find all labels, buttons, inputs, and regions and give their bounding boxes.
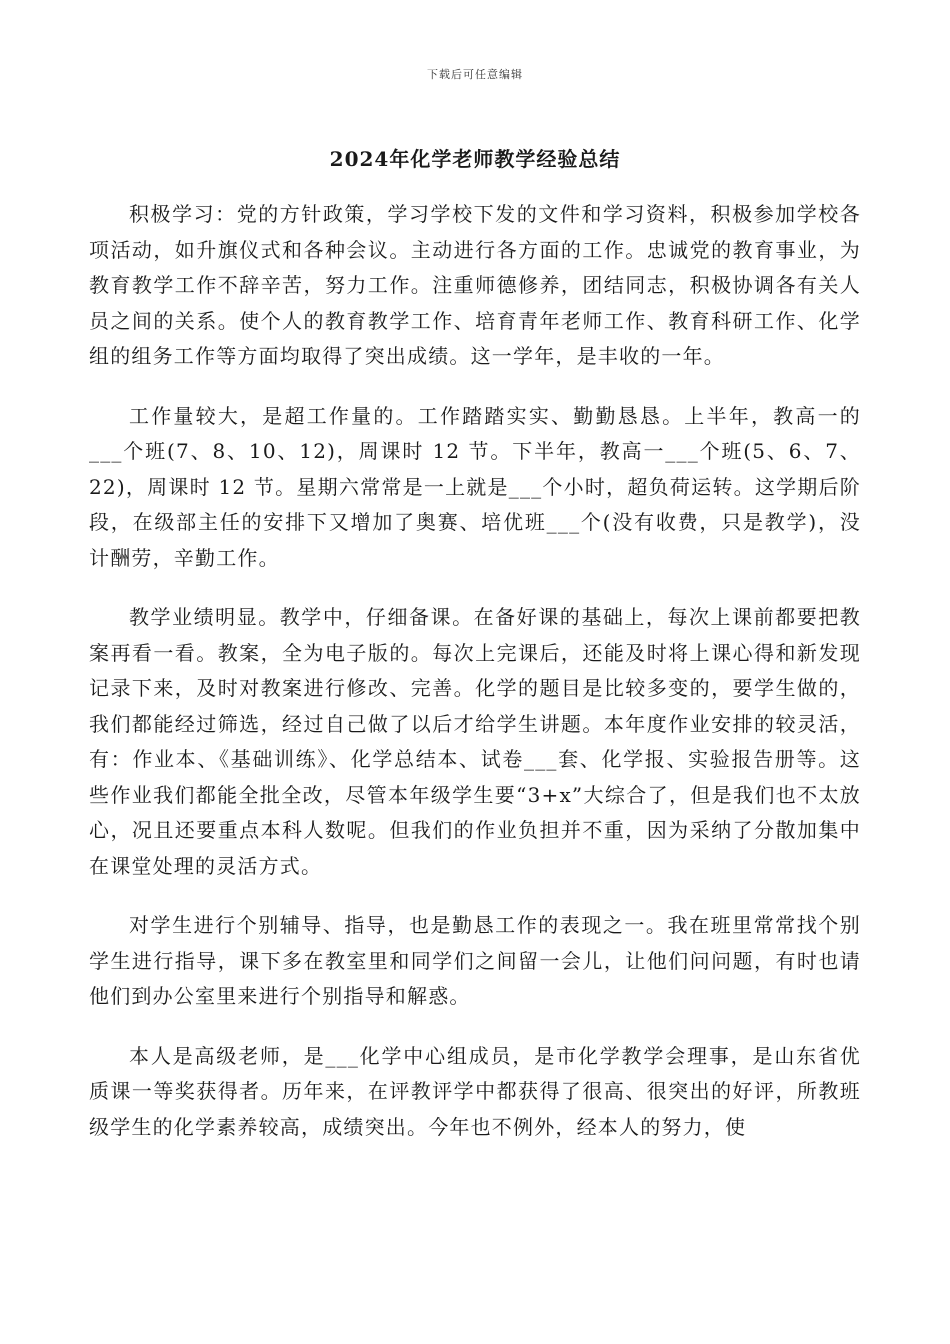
paragraph-study: 积极学习：党的方针政策，学习学校下发的文件和学习资料，积极参加学校各项活动，如升旗仪式和各种会议。主动进行各方面的工作。忠诚党的教育事业，为教育教学工作不辞辛苦，努力工作。注重师德修养，团结同志，积极协调各有关人员之间的关系。使个人的教育教学工作、培育青年老师工作、教育科研工作、化学组的组务工作等方面均取得了突出成绩。这一学年，是丰收的一年。: [89, 202, 861, 368]
paragraph-tutoring: 对学生进行个别辅导、指导，也是勤恳工作的表现之一。我在班里常常找个别学生进行指导，课下多在教室里和同学们之间留一会儿，让他们问问题，有时也请他们到办公室里来进行个别指导和解惑。: [89, 913, 861, 1008]
document-body: [89, 197, 861, 1169]
paragraph-teaching-results: 教学业绩明显。教学中，仔细备课。在备好课的基础上，每次上课前都要把教案再看一看。教案，全为电子版的。每次上完课后，还能及时将上课心得和新发现记录下来，及时对教案进行修改、完善。化学的题目是比较多变的，要学生做的，我们都能经过筛选，经过自己做了以后才给学生讲题。本年度作业安排的较灵活，有：作业本、《基础训练》、化学总结本、试卷___套、化学报、实验报告册等。这些作业我们都能全批全改，尽管本年级学生要“3+x”大综合了，但是我们也不太放心，况且还要重点本科人数呢。但我们的作业负担并不重，因为采纳了分散加集中在课堂处理的灵活方式。: [89, 605, 861, 878]
document-title: 2024年化学老师教学经验总结: [329, 147, 621, 171]
paragraph-workload: 工作量较大，是超工作量的。工作踏踏实实、勤勤恳恳。上半年，教高一的___个班(7、8、10、12)，周课时 12 节。下半年，教高一___个班(5、6、7、22)，周课时 12 节。星期六常常是一上就是___个小时，超负荷运转。这学期后阶段，在级部主任的安排下又增加了奥赛、培优班___个(没有收费，只是教学)，没计酬劳，辛勤工作。: [89, 403, 861, 570]
header-note: 下载后可任意编辑: [427, 68, 523, 81]
paragraph-personal: 本人是高级老师，是___化学中心组成员，是市化学教学会理事，是山东省优质课一等奖获得者。历年来，在评教评学中都获得了很高、很突出的好评，所教班级学生的化学素养较高，成绩突出。今年也不例外，经本人的努力，使: [89, 1043, 861, 1139]
